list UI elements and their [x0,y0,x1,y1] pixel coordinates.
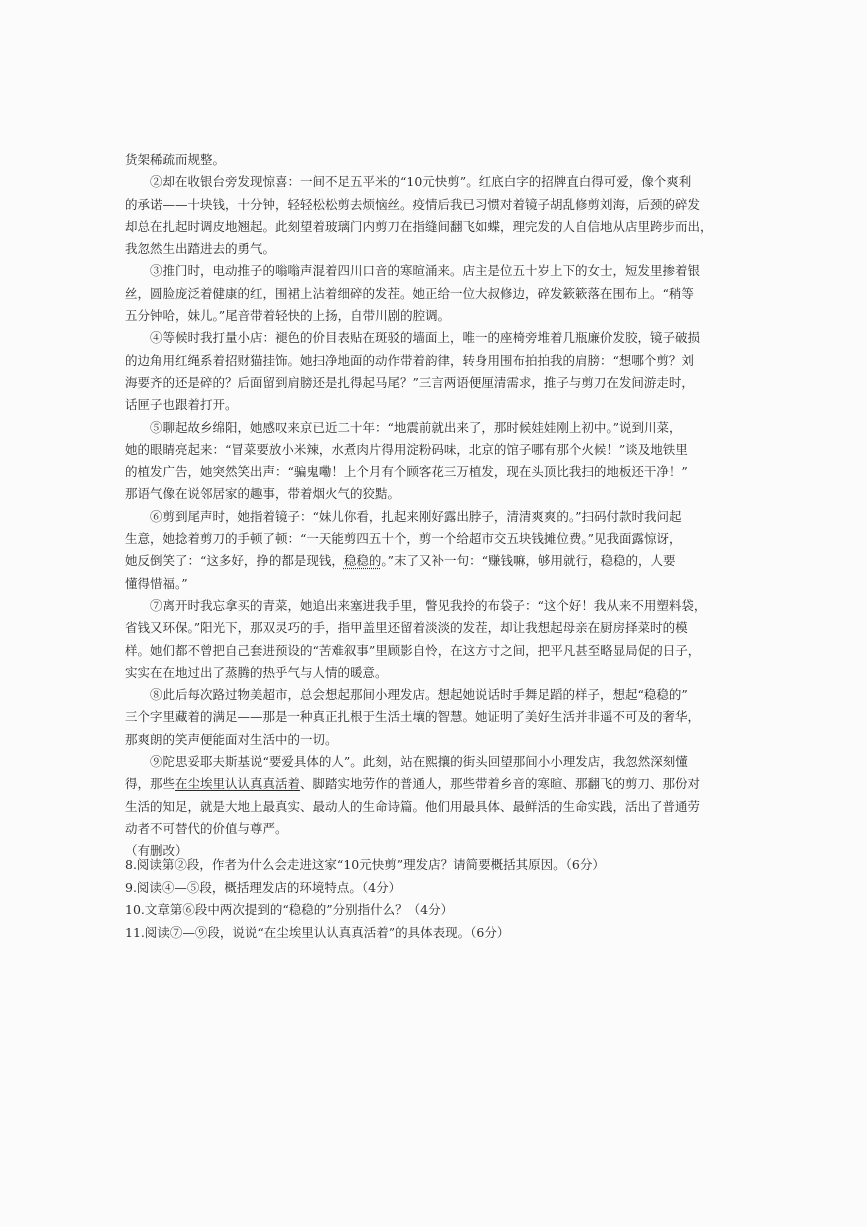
line-text: 生活的知足，就是大地上最真实、最动人的生命诗篇。他们用最具体、最鲜活的生命实践，活出了普通劳 [125,798,701,814]
article-line [125,528,695,550]
article-line [125,662,695,684]
article-line [125,483,695,505]
line-text: ⑥剪到尾声时，她指着镜子：“妹儿你看，扎起来刚好露出脖子，清清爽爽的。”扫码付款时我问起 [150,508,682,524]
line-text-continued: 。”末了又补一句：“赚钱嘛，够用就行，稳稳的，人要 [381,553,676,569]
article-line [125,640,701,662]
line-text: （有删改） [125,843,188,859]
article-line [125,194,701,216]
article-line [125,171,695,193]
article-line [125,149,695,171]
line-text: ③推门时，电动推子的嗡嗡声混着四川口音的寒暄涌来。店主是位五十岁上下的女士，短发里掺着银 [150,263,701,279]
line-text: ②却在收银台旁发现惊喜：一间不足五平米的“10元快剪”。红底白字的招牌直白得可爱，像个爽利 [150,174,692,190]
line-text: 动者不可替代的价值与尊严。 [125,820,288,836]
line-text: 懂得惜福。” [125,575,188,591]
line-text: ⑧此后每次路过物美超市，总会想起那间小理发店。想起她说话时手舞足蹈的样子，想起“稳稳的” [150,687,688,703]
line-text: ⑤聊起故乡绵阳，她感叹来京已近二十年：“地震前就出来了，那时候娃娃刚上初中。”说到川菜， [150,419,682,435]
question-item: 8.阅读第②段，作者为什么会走进这家“10元快剪”理发店？请简要概括其原因。（6分） [125,857,605,872]
line-text: 实实在在地过出了蒸腾的热乎气与人情的暖意。 [125,664,388,680]
article-line [125,595,707,617]
line-text: ④等候时我打量小店：褪色的价目表贴在斑驳的墙面上，唯一的座椅旁堆着几瓶廉价发胶，镜子破损 [150,330,701,346]
article-line [125,773,701,795]
article-line [125,238,695,260]
line-text: 她的眼睛亮起来：“冒菜要放小米辣，水煮肉片得用淀粉码味，北京的馆子哪有那个火候！”谈及地铁里 [125,441,688,457]
article-line [125,394,695,416]
article-line [125,439,695,461]
line-text: 省钱又环保。”阳光下，那双灵巧的手，指甲盖里还留着淡淡的发茬，却让我想起母亲在厨房择菜时的模 [125,620,688,636]
line-text: 生意，她捻着剪刀的手顿了顿：“一天能剪四五十个，剪一个给超市交五块钱摊位费。”见我面露惊讶， [125,531,682,547]
article-line [125,573,695,595]
article-line [125,818,695,840]
line-text: 得，那些 [125,776,176,792]
emphasized-phrase: 稳稳的 [343,553,382,569]
line-text: 那语气像在说邻居家的趣事，带着烟火气的狡黠。 [125,486,401,502]
line-text: 海要齐的还是碎的？后面留到肩膀还是扎得起马尾？”三言两语便厘清需求，推子与剪刀在发间游走时， [125,374,694,390]
question-list [125,854,695,944]
question-item: 11.阅读⑦—⑨段，说说“在尘埃里认认真真活着”的具体表现。（6分） [125,924,510,940]
article-line [125,350,695,372]
line-text: 三个字里藏着的满足——那是一种真正扎根于生活土壤的智慧。她证明了美好生活并非遥不可及的奢华， [125,709,701,725]
article-line [125,283,695,305]
article-line [125,216,713,238]
article-line [125,617,695,639]
article-line [125,796,701,818]
line-text-continued: 、脚踏实地劳作的普通人，那些带着乡音的寒暄、那翻飞的剪刀、那份对 [300,776,701,792]
article-line [125,461,695,483]
line-text: 我忽然生出踏进去的勇气。 [125,241,276,257]
article-line [125,305,695,327]
line-text: 的植发广告，她突然笑出声：“骗鬼嘞！上个月有个顾客花三万植发，现在头顶比我扫的地板还干净！” [125,464,688,480]
line-text: 话匣子也跟着打开。 [125,397,238,413]
line-text: 样。她们都不曾把自己套进预设的“苦难叙事”里顾影自怜，在这方寸之间，把平凡甚至略显局促的日子， [125,642,701,658]
article-line [125,729,695,751]
article-line [125,327,701,349]
article-line [125,372,695,394]
article-line [125,706,701,728]
line-text: ⑨陀思妥耶夫斯基说“要爱具体的人”。此刻，站在熙攘的街头回望那间小小理发店，我忽然深刻懂 [150,754,688,770]
line-text: 丝，圆脸庞泛着健康的红，围裙上沾着细碎的发茬。她正给一位大叔修边，碎发簌簌落在围布上。“稍等 [125,285,694,301]
article-body [125,149,713,863]
article-line [125,684,695,706]
article-line [125,417,695,439]
article-line [125,751,695,773]
line-text: 货架稀疏而规整。 [125,152,226,167]
line-text: ⑦离开时我忘拿买的青菜，她追出来塞进我手里，瞥见我拎的布袋子：“这个好！我从来不用塑料袋， [150,597,707,613]
article-line [125,260,701,282]
line-text: 的承诺——十块钱，十分钟，轻轻松松剪去烦恼丝。疫情后我已习惯对着镜子胡乱修剪刘海，后颈的碎发 [125,196,701,212]
article-line [125,550,695,572]
line-text: 五分钟哈，妹儿。”尾音带着轻快的上扬，自带川剧的腔调。 [125,308,451,324]
question-item: 9.阅读④—⑤段，概括理发店的环境特点。（4分） [125,879,402,895]
underlined-phrase: 在尘埃里认认真真活着 [175,776,301,792]
line-text: 她反倒笑了：“这多好，挣的都是现钱， [125,553,344,569]
question-item: 10.文章第⑥段中两次提到的“稳稳的”分别指什么？（4分） [125,902,454,917]
line-text: 那爽朗的笑声便能面对生活中的一切。 [125,731,338,747]
article-line [125,506,695,528]
line-text: 却总在扎起时调皮地翘起。此刻望着玻璃门内剪刀在指缝间翻飞如蝶，理完发的人自信地从店里跨步而出， [125,218,713,234]
line-text: 的边角用红绳系着招财猫挂饰。她扫净地面的动作带着韵律，转身用围布拍拍我的肩膀：“想哪个剪？刘 [125,352,694,368]
